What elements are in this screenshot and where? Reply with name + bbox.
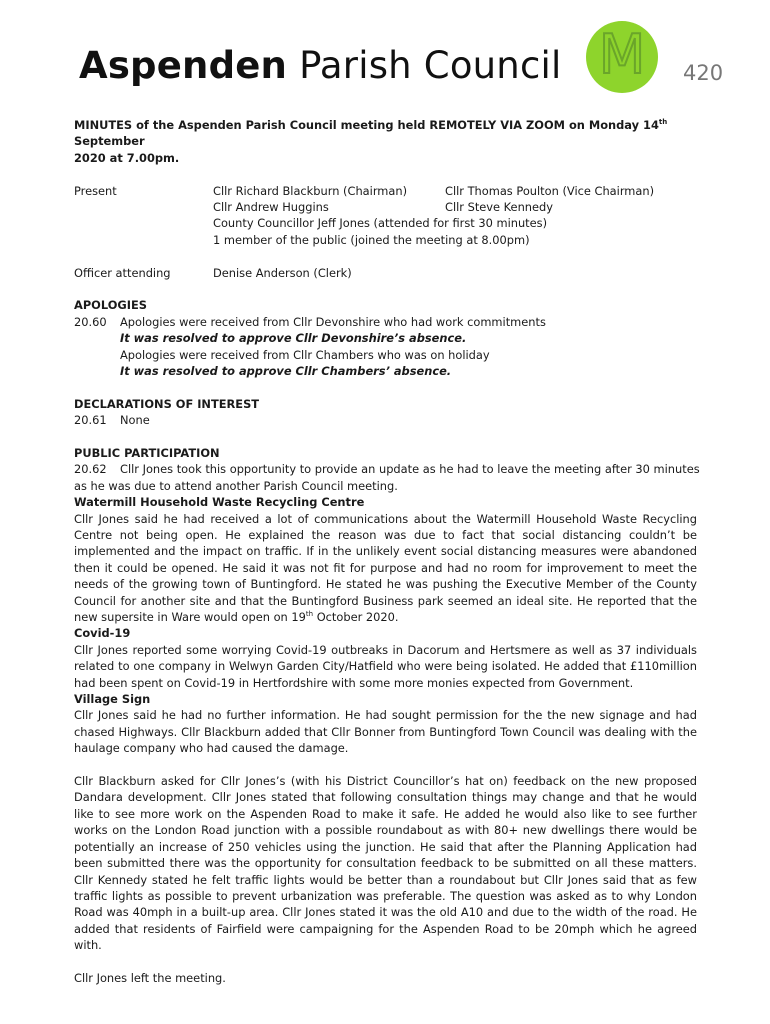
present-name: Cllr Andrew Huggins — [213, 200, 329, 214]
present-label: Present — [74, 183, 117, 198]
declarations-item — [74, 412, 697, 428]
covid-heading: Covid-19 — [74, 626, 131, 641]
public-intro — [74, 461, 700, 477]
present-row-4 — [74, 232, 697, 248]
minutes-heading-sup: th — [658, 118, 668, 127]
minutes-heading-text: MINUTES of the Aspenden Parish Council meeting held REMOTELY VIA ZOOM on Monday 14 — [74, 118, 659, 132]
present-name: Cllr Steve Kennedy — [445, 200, 553, 214]
resolution: It was resolved to approve Cllr Chambers’ absence. — [120, 363, 452, 378]
public-intro-cont: as he was due to attend another Parish Council meeting. — [74, 478, 398, 493]
council-title — [79, 44, 561, 87]
officer-name: Denise Anderson (Clerk) — [213, 265, 352, 280]
present-row-3 — [74, 215, 697, 231]
watermill-heading: Watermill Household Waste Recycling Centre — [74, 495, 365, 510]
council-logo — [586, 21, 658, 93]
item-number: 20.60 — [74, 314, 107, 329]
present-public: 1 member of the public (joined the meeting at 8.00pm) — [213, 232, 530, 247]
watermill-text: Cllr Jones said he had received a lot of communications about the Watermill Household Waste Recycling Centre not being open. He explained the reason was due to fact that social distancing couldn’t be implemented and the impact on traffic. If in the unlikely event social distancing measures were abandoned then it could be opened. He said it was not fit for purpose and had no room for improvement to meet the needs of the growing town of Buntingford. He stated he was pushing the Executive Member of the County Council for another site and that the Buntingford Business park seemed an ideal site. He reported that the new supersite in Ware would open on 19 — [74, 511, 697, 625]
logo-letter: M — [598, 23, 646, 86]
declarations-heading: DECLARATIONS OF INTEREST — [74, 396, 260, 411]
dandara-paragraph: Cllr Blackburn asked for Cllr Jones’s (with his District Councillor’s hat on) feedback on the new proposed Dandara development. Cllr Jones stated that following consultation things may change and that he would like to see more work on the Aspenden Road to make it safe. He added he would also like to see further works on the London Road junction with a possible roundabout as with 80+ new dwellings there would be potentially an increase of 250 vehicles using the junction. He said that after the Planning Application had been submitted there was the opportunity for consultation feedback to be submitted on all these matters. Cllr Kennedy stated he felt traffic lights would be better than a roundabout but Cllr Jones said that as few traffic lights as possible to prevent urbanization was preferable. The question was asked as to why London Road was 40mph in a built-up area. Cllr Jones stated it was the old A10 and due to the width of the road. He added that residents of Fairfield were campaigning for the Aspenden Road to be 20mph which he agreed with. — [74, 774, 697, 953]
item-number: 20.61 — [74, 413, 107, 428]
resolution: It was resolved to approve Cllr Devonshire’s absence. — [120, 331, 467, 346]
page-number: 420 — [683, 61, 724, 85]
officer-row — [74, 265, 697, 281]
minutes-heading-month: September — [74, 134, 145, 149]
public-intro-text: Cllr Jones took this opportunity to provide an update as he had to leave the meeting after 30 minutes — [120, 462, 700, 477]
public-heading: PUBLIC PARTICIPATION — [74, 445, 220, 460]
apologies-item — [74, 314, 697, 330]
present-row-2 — [74, 199, 697, 215]
declarations-text: None — [120, 413, 150, 428]
present-name: Cllr Thomas Poulton (Vice Chairman) — [445, 183, 655, 198]
present-name: Cllr Richard Blackburn (Chairman) — [213, 183, 408, 198]
officer-label: Officer attending — [74, 265, 171, 280]
minutes-heading-line2: 2020 at 7.00pm. — [74, 150, 180, 165]
watermill-paragraph — [74, 511, 697, 626]
covid-paragraph: Cllr Jones reported some worrying Covid-19 outbreaks in Dacorum and Hertsmere as well as 37 individuals related to one company in Welwyn Garden City/Hatfield who were being isolated. He added that £110million had been spent on Covid-19 in Hertfordshire with some more monies expected from Government. — [74, 642, 697, 690]
title-light: Parish Council — [299, 44, 562, 87]
minutes-heading — [74, 117, 697, 166]
title-bold: Aspenden — [79, 44, 288, 87]
watermill-date: October 2020. — [313, 610, 399, 625]
apologies-text: Apologies were received from Cllr Chambers who was on holiday — [120, 347, 490, 362]
village-sign-paragraph: Cllr Jones said he had no further information. He had sought permission for the the new signage and had chased Highways. Cllr Blackburn added that Cllr Bonner from Buntingford Town Council was dealing with the haulage company who had caused the damage. — [74, 708, 697, 756]
present-county-councillor: County Councillor Jeff Jones (attended for first 30 minutes) — [213, 216, 548, 231]
village-sign-heading: Village Sign — [74, 692, 151, 707]
minutes-body — [74, 117, 700, 986]
item-number: 20.62 — [74, 462, 107, 477]
watermill-sup: th — [305, 610, 314, 619]
left-meeting-note: Cllr Jones left the meeting. — [74, 970, 226, 985]
apologies-text: Apologies were received from Cllr Devonshire who had work commitments — [120, 314, 546, 329]
present-row-1 — [74, 183, 697, 199]
apologies-heading: APOLOGIES — [74, 298, 147, 313]
